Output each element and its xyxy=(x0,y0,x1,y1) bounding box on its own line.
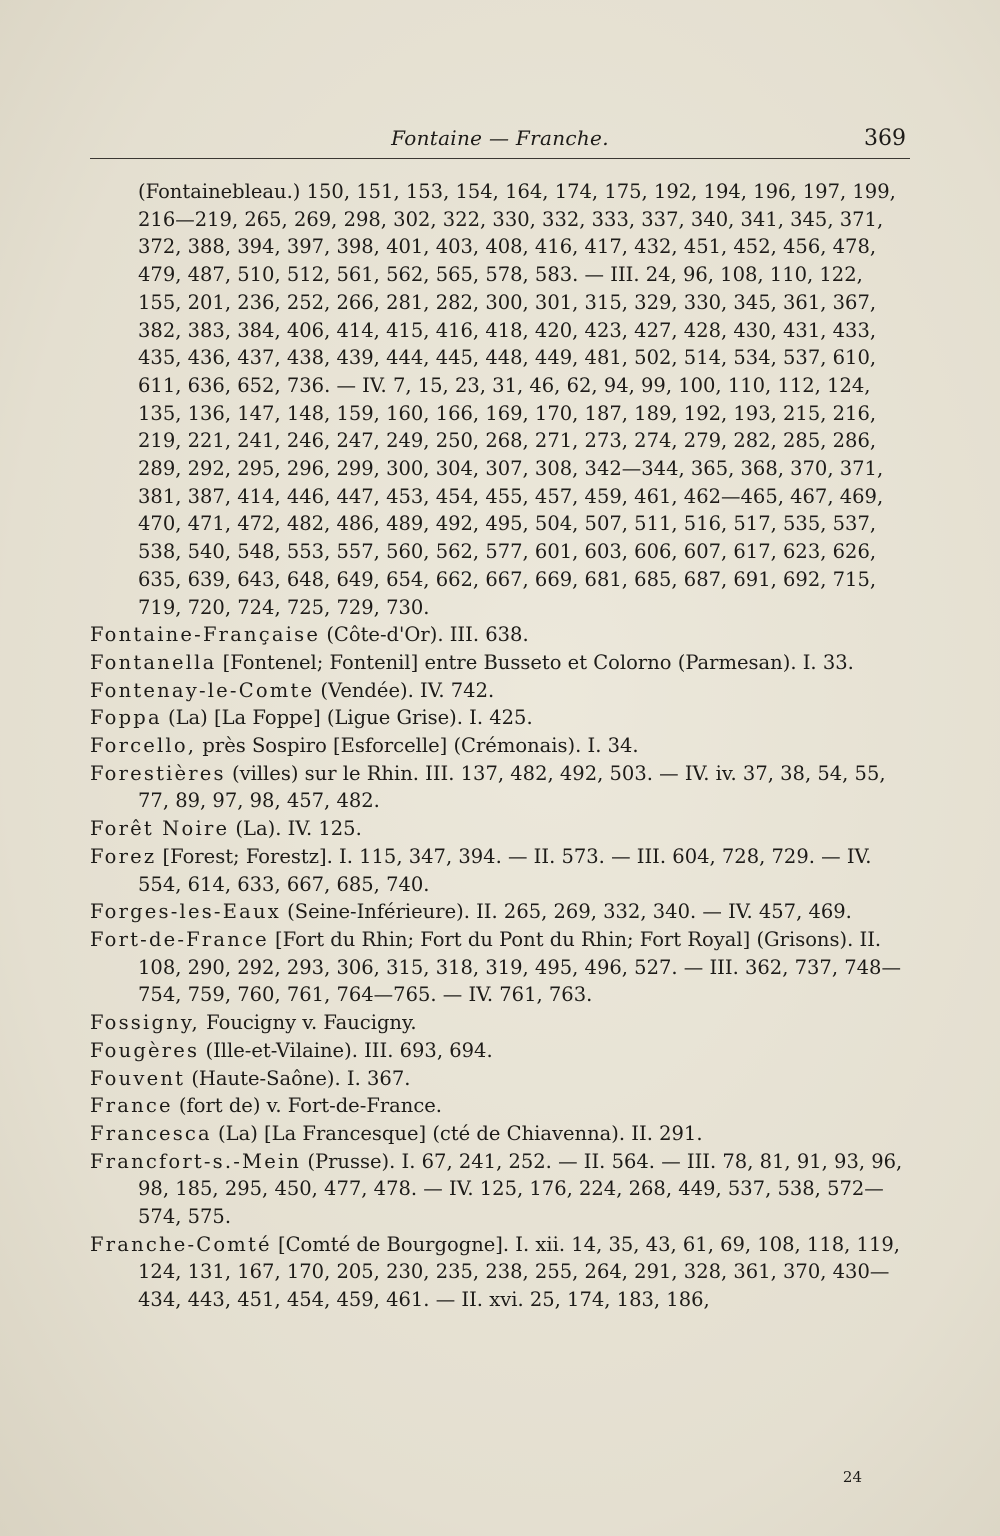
entry-text: (Seine-Inférieure). II. 265, 269, 332, 340. — IV. 457, 469. xyxy=(280,900,852,924)
index-entry xyxy=(90,1092,912,1120)
index-entry xyxy=(90,1148,912,1231)
index-entry xyxy=(90,178,912,621)
entry-headword: Francesca xyxy=(90,1121,212,1145)
entry-text: (Vendée). IV. 742. xyxy=(314,678,495,702)
index-entry xyxy=(90,926,912,1009)
index-entry xyxy=(90,843,912,898)
entry-text: [Fort du Rhin; Fort du Pont du Rhin; Fort Royal] (Grisons). II. 108, 290, 292, 293, 306, 315, 318, 319, 495, 496, 527. — III. 362, 737, 748—754, 759, 760, 761, 764—765. — IV. 761, 763. xyxy=(138,927,901,1007)
entry-headword: Fougères xyxy=(90,1038,200,1062)
index-entry xyxy=(90,1231,912,1314)
entry-text: (Ille-et-Vilaine). III. 693, 694. xyxy=(199,1038,493,1062)
entry-headword: Forez xyxy=(90,844,157,868)
entry-text: [Comté de Bourgogne]. I. xii. 14, 35, 43, 61, 69, 108, 118, 119, 124, 131, 167, 170, 205, 230, 235, 238, 255, 264, 291, 328, 361, 370, 430—434, 443, 451, 454, 459, 461. — II. xvi. 25, 174, 183, 186, xyxy=(138,1232,900,1312)
index-entries xyxy=(90,178,912,1314)
entry-headword: Forêt Noire xyxy=(90,817,230,841)
entry-headword: Fort-de-France xyxy=(90,927,269,951)
entry-headword: Fontaine-Française xyxy=(90,623,321,647)
entry-headword: Francfort-s.-Mein xyxy=(90,1149,302,1173)
entry-text: (La) [La Foppe] (Ligue Grise). I. 425. xyxy=(161,706,533,730)
entry-text: (villes) sur le Rhin. III. 137, 482, 492, 503. — IV. iv. 37, 38, 54, 55, 77, 89, 97, 98, 457, 482. xyxy=(138,761,886,813)
entry-text: [Fontenel; Fontenil] entre Busseto et Colorno (Parmesan). I. 33. xyxy=(216,650,854,674)
index-entry xyxy=(90,1037,912,1065)
entry-text: Foucigny v. Faucigny. xyxy=(199,1011,417,1035)
entry-headword: Franche-Comté xyxy=(90,1232,272,1256)
entry-headword: Fouvent xyxy=(90,1066,186,1090)
entry-text: (Prusse). I. 67, 241, 252. — II. 564. — III. 78, 81, 91, 93, 96, 98, 185, 295, 450, 477, 478. — IV. 125, 176, 224, 268, 449, 537, 538, 572—574, 575. xyxy=(138,1149,903,1229)
entry-text: (La) [La Francesque] (cté de Chiavenna). II. 291. xyxy=(211,1121,703,1145)
index-entry xyxy=(90,621,912,649)
entry-headword: Foppa xyxy=(90,706,162,730)
entry-text: (La). IV. 125. xyxy=(229,817,362,841)
index-entry xyxy=(90,1009,912,1037)
index-entry xyxy=(90,1065,912,1093)
entry-headword: Forestières xyxy=(90,761,226,785)
entry-headword: France xyxy=(90,1094,173,1118)
entry-text: près Sospiro [Esforcelle] (Crémonais). I. 34. xyxy=(196,734,639,758)
page-number: 369 xyxy=(864,126,906,151)
running-title: Fontaine — Franche. xyxy=(391,126,609,150)
signature-mark: 24 xyxy=(842,1468,862,1486)
entry-headword: Forcello, xyxy=(90,734,197,758)
entry-headword: Fontanella xyxy=(90,650,217,674)
entry-text: (fort de) v. Fort-de-France. xyxy=(172,1094,443,1118)
entry-headword: Forges-les-Eaux xyxy=(90,900,281,924)
entry-text: (Haute-Saône). I. 367. xyxy=(185,1066,411,1090)
index-entry xyxy=(90,732,912,760)
entry-text: [Forest; Forestz]. I. 115, 347, 394. — II. 573. — III. 604, 728, 729. — IV. 554, 614, 633, 667, 685, 740. xyxy=(138,844,872,896)
running-head xyxy=(90,122,910,159)
index-entry xyxy=(90,898,912,926)
index-entry xyxy=(90,815,912,843)
entry-text: (Fontainebleau.) 150, 151, 153, 154, 164, 174, 175, 192, 194, 196, 197, 199, 216—219, 265, 269, 298, 302, 322, 330, 332, 333, 337, 340, 341, 345, 371, 372, 388, 394, 397, 398, 401, 403, 408, 416, 417, 432, 451, 452, 456, 478, 479, 487, 510, 512, 561, 562, 565, 578, 583. — III. 24, 96, 108, 110, 122, 155, 201, 236, 252, 266, 281, 282, 300, 301, 315, 329, 330, 345, 361, 367, 382, 383, 384, 406, 414, 415, 416, 418, 420, 423, 427, 428, 430, 431, 433, 435, 436, 437, 438, 439, 444, 445, 448, 449, 481, 502, 514, 534, 537, 610, 611, 636, 652, 736. — IV. 7, 15, 23, 31, 46, 62, 94, 99, 100, 110, 112, 124, 135, 136, 147, 148, 159, 160, 166, 169, 170, 187, 189, 192, 193, 215, 216, 219, 221, 241, 246, 247, 249, 250, 268, 271, 273, 274, 279, 282, 285, 286, 289, 292, 295, 296, 299, 300, 304, 307, 308, 342—344, 365, 368, 370, 371, 381, 387, 414, 446, 447, 453, 454, 455, 457, 459, 461, 462—465, 467, 469, 470, 471, 472, 482, 486, 489, 492, 495, 504, 507, 511, 516, 517, 535, 537, 538, 540, 548, 553, 557, 560, 562, 577, 601, 603, 606, 607, 617, 623, 626, 635, 639, 643, 648, 649, 654, 662, 667, 669, 681, 685, 687, 691, 692, 715, 719, 720, 724, 725, 729, 730. xyxy=(138,180,896,619)
index-entry xyxy=(90,677,912,705)
index-entry xyxy=(90,649,912,677)
index-entry xyxy=(90,1120,912,1148)
index-entry xyxy=(90,704,912,732)
entry-headword: Fontenay-le-Comte xyxy=(90,678,315,702)
index-entry xyxy=(90,760,912,815)
entry-headword: Fossigny, xyxy=(90,1011,200,1035)
entry-text: (Côte-d'Or). III. 638. xyxy=(320,623,529,647)
